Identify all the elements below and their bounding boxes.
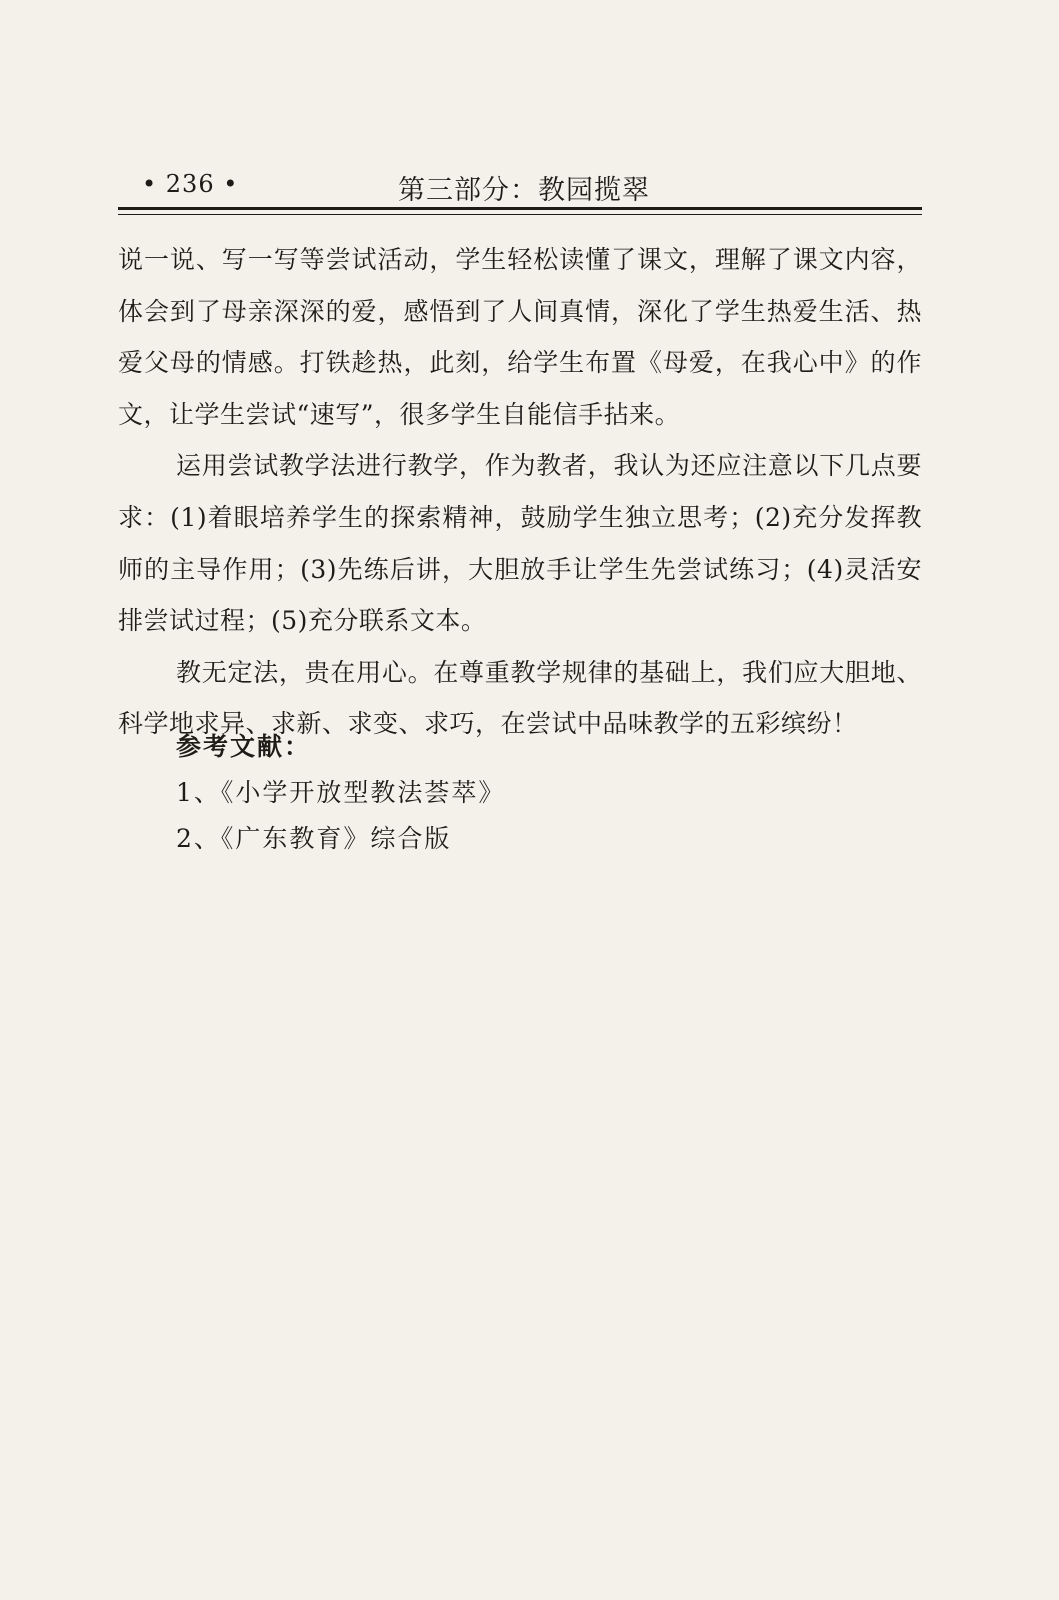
body-text: [118, 234, 922, 750]
references-heading: 参考文献：: [176, 732, 312, 761]
running-title: 第三部分：教园揽翠: [398, 175, 650, 206]
header-rule-thin: [118, 214, 922, 215]
reference-item: 2、《广东教育》综合版: [176, 824, 452, 853]
header-rule-thick: [118, 207, 922, 210]
paragraph-continued: 说一说、写一写等尝试活动，学生轻松读懂了课文，理解了课文内容，体会到了母亲深深的爱，感悟到了人间真情，深化了学生热爱生活、热爱父母的情感。打铁趁热，此刻，给学生布置《母爱，在我心中》的作文，让学生尝试“速写”，很多学生自能信手拈来。: [118, 245, 922, 429]
page-number: • 236 •: [142, 170, 239, 198]
page-header: [118, 168, 922, 208]
paragraph-requirements: 运用尝试教学法进行教学，作为教者，我认为还应注意以下几点要求：(1)着眼培养学生的探索精神，鼓励学生独立思考；(2)充分发挥教师的主导作用；(3)先练后讲，大胆放手让学生先尝试练习；(4)灵活安排尝试过程；(5)充分联系文本。: [118, 451, 922, 636]
references-section: [176, 724, 505, 862]
paragraph-conclusion: 教无定法，贵在用心。在尊重教学规律的基础上，我们应大胆地、科学地求异、求新、求变、求巧，在尝试中品味教学的五彩缤纷！: [118, 657, 922, 739]
reference-item: 1、《小学开放型教法荟萃》: [176, 778, 506, 807]
